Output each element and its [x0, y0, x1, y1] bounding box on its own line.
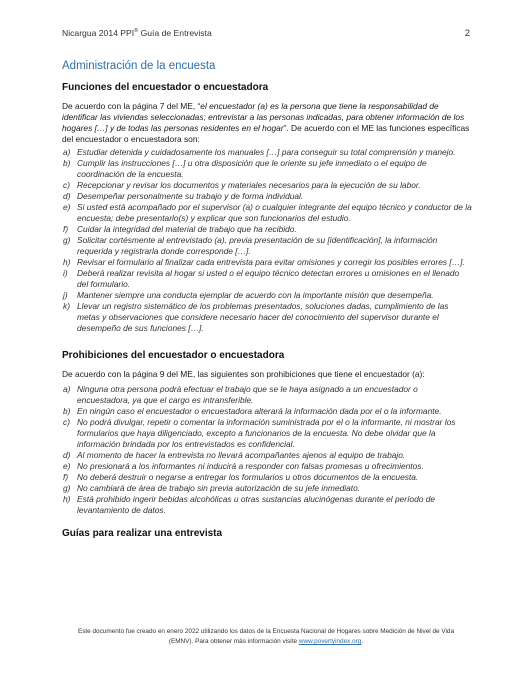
list-item — [62, 301, 472, 334]
functions-intro: De acuerdo con la página 7 del ME, “el encuestador (a) es la persona que tiene la responsabilidad de identificar las viviendas seleccionadas; entrevistar a las personas indicadas, para obtener información de los hogares […] y de todas las personas residentes en el hogar”. De acuerdo con el ME las funciones específicas del encuestador o encuestadora son: — [62, 101, 470, 144]
list-item — [62, 483, 472, 494]
prohibitions-intro: De acuerdo con la página 9 del ME, las siguientes son prohibiciones que tiene el encuestador (a): — [62, 369, 425, 379]
list-item-text: No deberá destruir o negarse a entregar los formularios u otros documentos de la encuesta. — [77, 472, 419, 482]
list-item — [62, 180, 472, 191]
list-item — [62, 257, 472, 268]
list-item — [62, 472, 472, 483]
list-item-text: Si usted está acompañado por el supervisor (a) o cualquier integrante del equipo técnico y conductor de la encuesta; debe presentarlo(s) y explicar que son funcionarios del estudio. — [77, 202, 472, 223]
footer-text: Este documento fue creado en enero 2022 utilizando los datos de la Encuesta Nacional de Hogares sobre Medición de Nivel de Vida (EMNV). Para obtener más información visite — [77, 628, 455, 645]
list-item — [62, 290, 472, 301]
list-item — [62, 224, 472, 235]
prohibitions-heading: Prohibiciones del encuestador o encuestadora — [62, 350, 285, 361]
list-item-marker: d) — [63, 191, 71, 201]
list-item-text: No presionará a los informantes ni inducirá a responder con falsas promesas u ofrecimientos. — [77, 461, 424, 471]
list-item-marker: c) — [63, 180, 70, 190]
list-item-marker: f) — [63, 224, 69, 234]
list-item-marker: i) — [63, 268, 68, 278]
list-item-text: Deberá realizar revisita al hogar si usted o el equipo técnico detectan errores u omisiones en el llenado del formulario. — [77, 268, 460, 289]
list-item-text: Recepcionar y revisar los documentos y materiales necesarios para la ejecución de su labor. — [77, 180, 421, 190]
list-item-text: Desempeñar personalmente su trabajo y de forma individual. — [77, 191, 304, 201]
page-header — [62, 28, 470, 39]
header-title: Nicargua 2014 PPI® Guía de Entrevista — [62, 28, 212, 38]
list-item-text: Cuidar la integridad del material de trabajo que ha recibido. — [77, 224, 297, 234]
list-item — [62, 384, 472, 406]
list-item-marker: g) — [63, 235, 71, 245]
list-item — [62, 494, 472, 516]
functions-list — [62, 147, 472, 334]
page-footer — [70, 627, 462, 647]
list-item — [62, 147, 472, 158]
list-item — [62, 202, 472, 224]
list-item — [62, 417, 472, 450]
list-item-marker: f) — [63, 472, 69, 482]
list-item-text: No podrá divulgar, repetir o comentar la información suministrada por el o la informante, ni mostrar los formularios que haya diligenciado, excepto a funcionarios de la encuesta. No debe olvidar que la información brindada por los entrevistados es confidencial. — [77, 417, 456, 449]
list-item-text: Estudiar detenida y cuidadosamente los manuales […] para conseguir su total comprensión y manejo. — [77, 147, 456, 157]
list-item-marker: k) — [63, 301, 70, 311]
footer-link[interactable]: www.povertyindex.org — [298, 638, 362, 645]
list-item-marker: b) — [63, 158, 71, 168]
prohibitions-list — [62, 384, 472, 516]
list-item-marker: h) — [63, 257, 71, 267]
list-item-marker: a) — [63, 147, 71, 157]
list-item-marker: d) — [63, 450, 71, 460]
list-item-text: Mantener siempre una conducta ejemplar de acuerdo con la importante misión que desempeña. — [77, 290, 434, 300]
list-item — [62, 450, 472, 461]
guides-heading: Guías para realizar una entrevista — [62, 528, 223, 539]
section-title: Administración de la encuesta — [62, 60, 216, 72]
list-item-marker: e) — [63, 461, 71, 471]
list-item — [62, 268, 472, 290]
list-item-text: Está prohibido ingerir bebidas alcohólicas u otras sustancias alucinógenas durante el período de levantamiento de datos. — [77, 494, 436, 515]
list-item-text: Solicitar cortésmente al entrevistado (a), previa presentación de su [identificación], la información requerida y registrarla donde corresponde […]. — [77, 235, 438, 256]
list-item-text: Revisar el formulario al finalizar cada entrevista para evitar omisiones y corregir los posibles errores […]. — [77, 257, 465, 267]
list-item — [62, 235, 472, 257]
list-item-marker: e) — [63, 202, 71, 212]
list-item — [62, 158, 472, 180]
list-item-text: Ninguna otra persona podrá efectuar el trabajo que se le haya asignado a un encuestador o encuestadora, ya que el cargo es intransferible. — [77, 384, 418, 405]
list-item-marker: b) — [63, 406, 71, 416]
footer-end: . — [361, 638, 364, 645]
list-item-text: Al momento de hacer la entrevista no llevará acompañantes ajenos al equipo de trabajo. — [77, 450, 406, 460]
list-item-marker: h) — [63, 494, 71, 504]
list-item — [62, 461, 472, 472]
page-number: 2 — [464, 28, 470, 39]
list-item — [62, 406, 472, 417]
page-content — [62, 60, 472, 547]
list-item-marker: j) — [63, 290, 68, 300]
list-item-text: No cambiará de área de trabajo sin previa autorización de su jefe inmediato. — [77, 483, 361, 493]
list-item-marker: g) — [63, 483, 71, 493]
list-item — [62, 191, 472, 202]
list-item-marker: c) — [63, 417, 70, 427]
list-item-text: Llevar un registro sistemático de los problemas presentados, soluciones dadas, cumplimiento de las metas y observaciones que considere necesario hacer del conocimiento del supervisor durante el desempeño de sus funciones […]. — [77, 301, 449, 333]
list-item-text: Cumplir las instrucciones […] u otra disposición que le oriente su jefe inmediato o el equipo de coordinación de la encuesta. — [77, 158, 427, 179]
functions-heading: Funciones del encuestador o encuestadora — [62, 82, 269, 93]
list-item-marker: a) — [63, 384, 71, 394]
list-item-text: En ningún caso el encuestador o encuestadora alterará la información dada por el o la informante. — [77, 406, 442, 416]
